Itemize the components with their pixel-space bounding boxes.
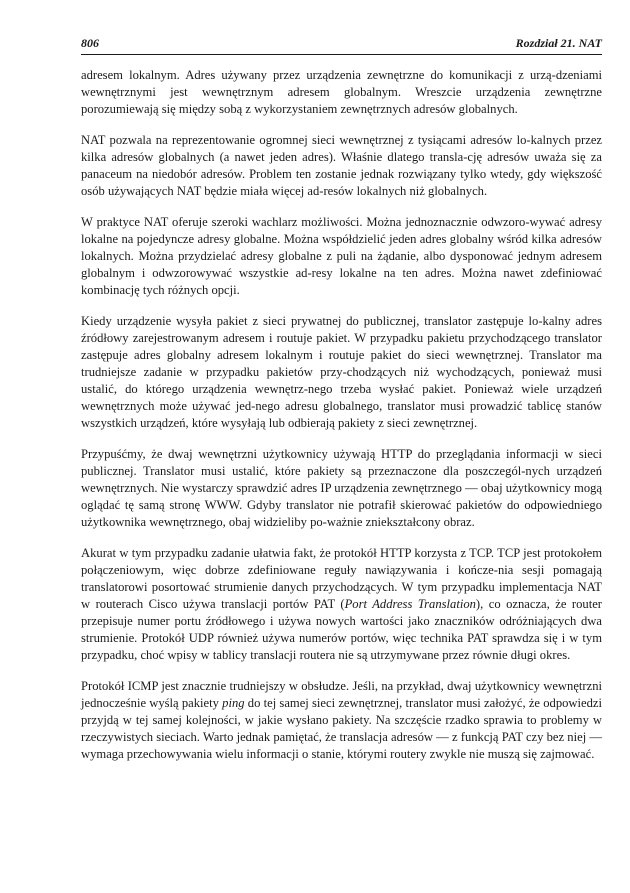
paragraph-pat bbox=[81, 545, 602, 665]
page-body bbox=[81, 67, 602, 763]
paragraph-icmp bbox=[81, 678, 602, 763]
book-page bbox=[81, 36, 602, 777]
paragraph: Przypuśćmy, że dwaj wewnętrzni użytkownicy używają HTTP do przeglądania informacji w sieci publicznej. Translator musi ustalić, które pakiety są przeznaczone dla poszczegól-nych urządzeń wewnętrznych. Nie wystarczy sprawdzić adres IP urządzenia zewnętrznego — obaj użytkownicy mogą oglądać tę samą stronę WWW. Gdyby translator nie potrafił skierować pakietów do odpowiedniego użytkownika wewnętrznego, obaj widzieliby po-ważnie zniekształcony obraz. bbox=[81, 446, 602, 530]
text-span: ), co oznacza, że router przepisuje numer portu źródłowego i używa nowych wartości jako znaczników odróżniających dwa strumienie. Protokół UDP również używa numerów portów, więc technika PAT sprawdza się i w tym przypadku, choć wpisy w tablicy translacji routera nie są utrzymywane przez równie długi okres. bbox=[81, 597, 603, 663]
paragraph: Kiedy urządzenie wysyła pakiet z sieci prywatnej do publicznej, translator zastępuje lo-kalny adres źródłowy zarejestrowanym adresem i routuje pakiet. W przypadku pakietu przychodzącego translator zastępuje adres globalny adresem lokalnym i routuje pakiet do sieci wewnętrznej. Translator ma trudniejsze zadanie w przypadku pakietów przy-chodzących niż wychodzących, ponieważ musi ustalić, do którego urządzenia wewnętrz-nego trzeba wysłać pakiet. Ponieważ wiele urządzeń wewnętrznych może używać jed-nego adresu globalnego, translator musi prowadzić tablicę stanów wszystkich urządzeń, które wysyłają lub odbierają pakiety z sieci zewnętrznej. bbox=[81, 313, 602, 431]
text-span: Akurat w tym przypadku zadanie ułatwia fakt, że protokół HTTP korzysta z TCP. TCP jest protokołem połączeniowym, więc dobrze zdefiniowane reguły nawiązywania i kończe-nia sesji pomagają translatorowi posortować strumienie danych przychodzących. W tym przypadku implementacja NAT w routerach Cisco używa translacji portów PAT ( bbox=[81, 545, 602, 612]
chapter-title: Rozdział 21. NAT bbox=[515, 36, 602, 50]
italic-term: ping bbox=[222, 696, 245, 710]
italic-term: Port Address Translation bbox=[344, 597, 476, 612]
page-number: 806 bbox=[81, 36, 99, 50]
text-span: do tej samej sieci zewnętrznej, translator musi założyć, że odpowiedzi przyjdą w tej samej kolejności, w jakie wysłano pakiety. Na szczęście rzadko sprawia to problemy w rzeczywistych sieciach. Warto jednak pamiętać, że translacja adresów — z funkcją PAT czy bez niej — wymaga przechowywania wielu informacji o stanie, którymi routery zwykle nie muszą się zajmować. bbox=[81, 696, 603, 762]
paragraph: W praktyce NAT oferuje szeroki wachlarz możliwości. Można jednoznacznie odwzoro-wywać adresy lokalne na pojedyncze adresy globalne. Można współdzielić jeden adres globalny wśród kilka adresów lokalnych. Można przydzielać adresy globalne z puli na żądanie, albo dysponować jednym adresem globalnym i odwzorowywać wszystkie ad-resy lokalne na ten adres. Można nawet zdefiniować kombinację tych różnych opcji. bbox=[81, 214, 602, 298]
text-span: Protokół ICMP jest znacznie trudniejszy w obsłudze. Jeśli, na przykład, dwaj użytkownicy wewnętrzni jednocześnie wyślą pakiety bbox=[81, 678, 602, 710]
running-header bbox=[81, 36, 602, 55]
paragraph: NAT pozwala na reprezentowanie ogromnej sieci wewnętrznej z tysiącami adresów lo-kalnych przez kilka adresów globalnych (a nawet jeden adres). Właśnie dlatego transla-cję adresów uważa się za panaceum na niedobór adresów. Problem ten zostanie jednak rozwiązany tylko wtedy, gdy większość osób używających NAT będzie miała więcej ad-resów lokalnych niż globalnych. bbox=[81, 132, 602, 199]
paragraph: adresem lokalnym. Adres używany przez urządzenia zewnętrzne do komunikacji z urzą-dzeniami wewnętrznymi jest wewnętrznym adresem globalnym. Wreszcie urządzenia zewnętrzne porozumiewają się między sobą z wykorzystaniem zewnętrznych adresów globalnych. bbox=[81, 68, 602, 117]
